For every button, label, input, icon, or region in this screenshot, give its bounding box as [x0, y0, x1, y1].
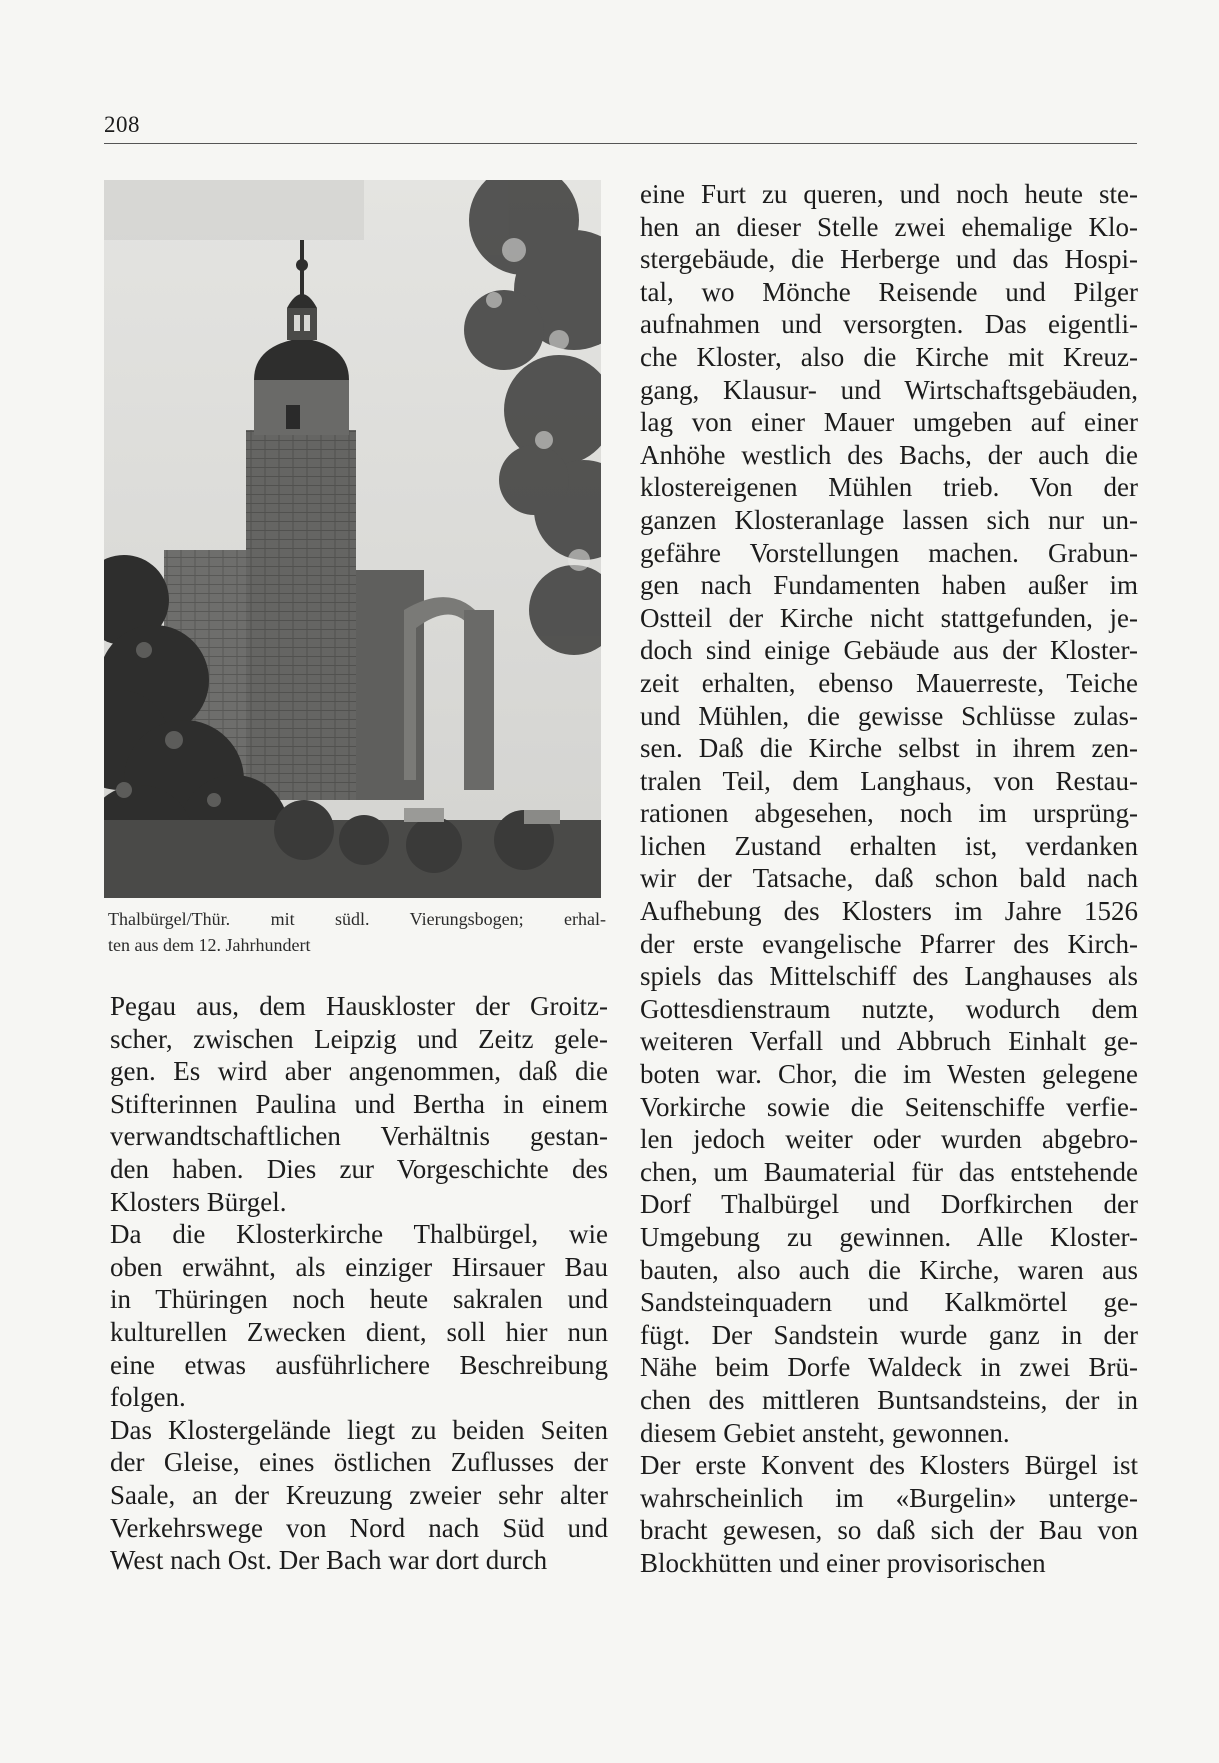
text-line: tal, wo Mönche Reisende und Pilger — [640, 276, 1138, 307]
page-number: 208 — [104, 112, 140, 137]
text-line: stergebäude, die Herberge und das Hospi- — [640, 244, 1138, 275]
text-line: wir der Tatsache, daß schon bald nach — [640, 863, 1138, 894]
text-line: folgen. — [110, 1382, 186, 1413]
text-line: Gottesdienstraum nutzte, wodurch dem — [640, 993, 1138, 1024]
text-line: fügt. Der Sandstein wurde ganz in der — [640, 1319, 1138, 1350]
text-line: Ostteil der Kirche nicht stattgefunden, je- — [640, 602, 1138, 633]
text-line: boten war. Chor, die im Westen gelegene — [640, 1059, 1138, 1090]
text-line: verwandtschaftlichen Verhältnis gestan- — [110, 1121, 608, 1152]
text-line: wahrscheinlich im «Burgelin» unterge- — [640, 1482, 1138, 1513]
text-line: gen. Es wird aber angenommen, daß die — [110, 1056, 608, 1087]
text-line: den haben. Dies zur Vorgeschichte des — [110, 1153, 608, 1184]
text-line: oben erwähnt, als einziger Hirsauer Bau — [110, 1251, 608, 1282]
text-line: in Thüringen noch heute sakralen und — [110, 1284, 608, 1315]
text-line: der Gleise, eines östlichen Zuflusses der — [110, 1447, 608, 1478]
text-line: Klosters Bürgel. — [110, 1186, 287, 1217]
text-line: weiteren Verfall und Abbruch Einhalt ge- — [640, 1026, 1138, 1057]
text-line: chen des mittleren Buntsandsteins, der in — [640, 1384, 1138, 1415]
text-line: diesem Gebiet ansteht, gewonnen. — [640, 1417, 1010, 1448]
text-line: eine etwas ausführlichere Beschreibung — [110, 1349, 608, 1380]
text-line: Da die Klosterkirche Thalbürgel, wie — [110, 1219, 608, 1250]
text-line: der erste evangelische Pfarrer des Kirch- — [640, 928, 1138, 959]
text-line: Sandsteinquadern und Kalkmörtel ge- — [640, 1287, 1138, 1318]
text-line: West nach Ost. Der Bach war dort durch — [110, 1545, 548, 1576]
figure-caption — [108, 906, 606, 958]
text-line: tralen Teil, dem Langhaus, von Restau- — [640, 765, 1138, 796]
text-line: bauten, also auch die Kirche, waren aus — [640, 1254, 1138, 1285]
text-line: Das Klostergelände liegt zu beiden Seiten — [110, 1414, 608, 1445]
text-line: Pegau aus, dem Hauskloster der Groitz- — [110, 991, 608, 1021]
text-line: rationen abgesehen, noch im ursprüng- — [640, 798, 1138, 829]
text-line: scher, zwischen Leipzig und Zeitz gele- — [110, 1023, 608, 1054]
text-line: Stifterinnen Paulina und Bertha in einem — [110, 1088, 608, 1119]
caption-line: ten aus dem 12. Jahrhundert — [108, 935, 311, 955]
left-column — [110, 990, 608, 1577]
text-line: und Mühlen, die gewisse Schlüsse zulas- — [640, 700, 1138, 731]
text-line: lag von einer Mauer umgeben auf einer — [640, 407, 1138, 438]
text-line: che Kloster, also die Kirche mit Kreuz- — [640, 341, 1138, 372]
text-line: Verkehrswege von Nord nach Süd und — [110, 1512, 608, 1543]
text-line: kulturellen Zwecken dient, soll hier nun — [110, 1316, 608, 1347]
text-line: doch sind einige Gebäude aus der Kloster- — [640, 635, 1138, 666]
text-line: aufnahmen und versorgten. Das eigentli- — [640, 309, 1138, 340]
header-rule — [104, 143, 1137, 144]
text-line: chen, um Baumaterial für das entstehende — [640, 1156, 1138, 1187]
text-line: Nähe beim Dorfe Waldeck in zwei Brü- — [640, 1352, 1138, 1383]
text-line: sen. Daß die Kirche selbst in ihrem zen- — [640, 733, 1138, 764]
text-line: hen an dieser Stelle zwei ehemalige Klo- — [640, 211, 1138, 242]
text-line: Vorkirche sowie die Seitenschiffe verfie- — [640, 1091, 1138, 1122]
text-line: eine Furt zu queren, und noch heute ste- — [640, 179, 1138, 209]
text-line: klostereigenen Mühlen trieb. Von der — [640, 472, 1138, 503]
text-line: Aufhebung des Klosters im Jahre 1526 — [640, 896, 1138, 927]
text-line: spiels das Mittelschiff des Langhauses als — [640, 961, 1138, 992]
text-line: zeit erhalten, ebenso Mauerreste, Teiche — [640, 667, 1138, 698]
text-line: Umgebung zu gewinnen. Alle Kloster- — [640, 1222, 1138, 1252]
text-line: Dorf Thalbürgel und Dorfkirchen der — [640, 1189, 1138, 1220]
text-line: Der erste Konvent des Klosters Bürgel ist — [640, 1450, 1138, 1481]
caption-line: Thalbürgel/Thür. mit südl. Vierungsbogen; erhal- — [108, 909, 606, 929]
text-line: ganzen Klosteranlage lassen sich nur un- — [640, 504, 1138, 535]
text-line: Anhöhe westlich des Bachs, der auch die — [640, 439, 1138, 470]
church-photo — [104, 180, 601, 898]
text-line: len jedoch weiter oder wurden abgebro- — [640, 1124, 1138, 1155]
right-column — [640, 178, 1138, 1580]
text-line: gefähre Vorstellungen machen. Grabun- — [640, 537, 1138, 568]
text-line: Blockhütten und einer provisorischen — [640, 1547, 1046, 1578]
text-line: bracht gewesen, so daß sich der Bau von — [640, 1515, 1138, 1546]
text-line: gang, Klausur- und Wirtschaftsgebäuden, — [640, 374, 1138, 405]
text-line: lichen Zustand erhalten ist, verdanken — [640, 830, 1138, 861]
text-line: Saale, an der Kreuzung zweier sehr alter — [110, 1479, 608, 1510]
text-line: gen nach Fundamenten haben außer im — [640, 570, 1138, 601]
